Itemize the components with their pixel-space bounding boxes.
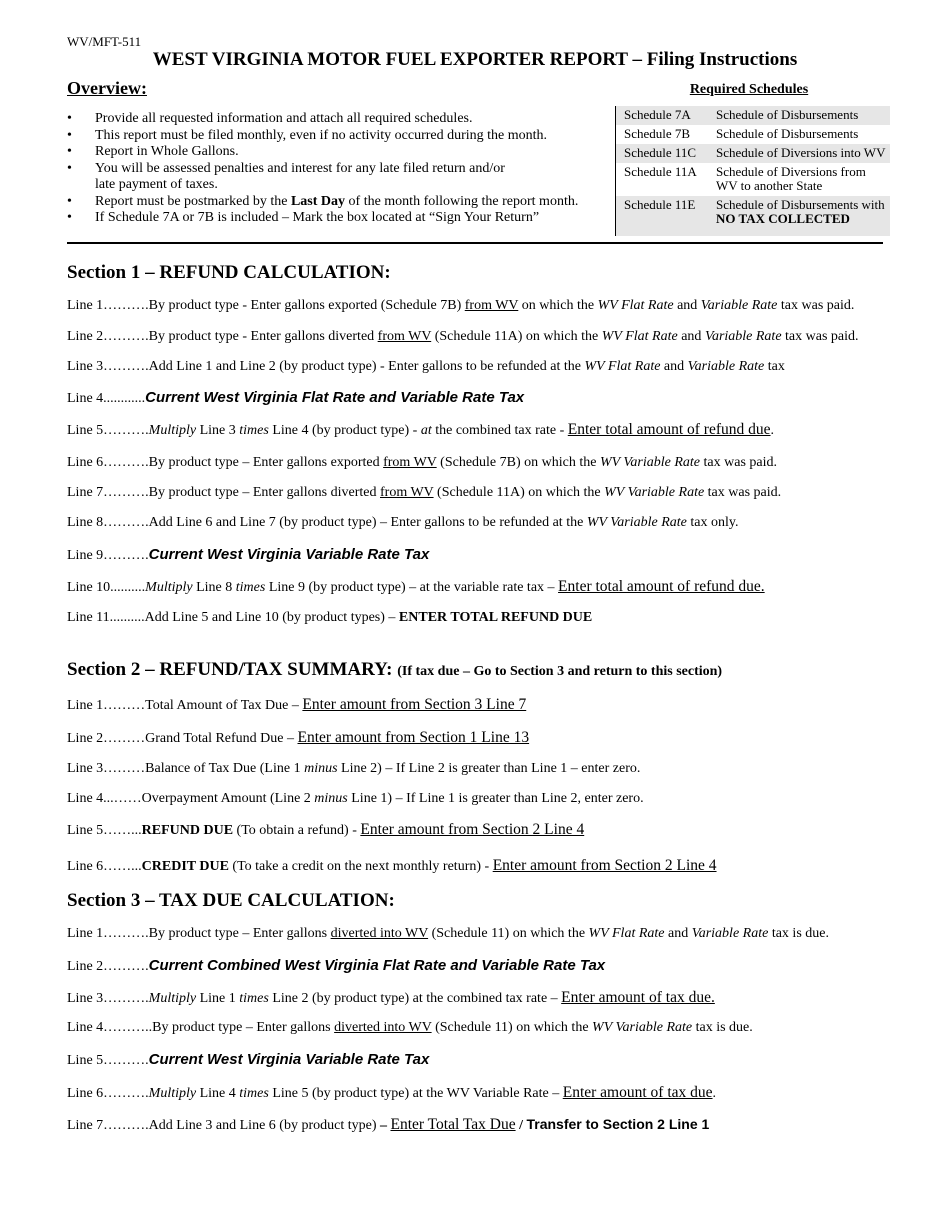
section-1-heading: Section 1 – REFUND CALCULATION: bbox=[67, 262, 391, 283]
schedule-code: Schedule 11C bbox=[624, 145, 697, 160]
s1-line-1: Line 1……….By product type - Enter gallons exported (Schedule 7B) from WV on which the WV Flat Rate and Variable Rate tax was paid. bbox=[67, 298, 855, 313]
overview-heading: Overview: bbox=[67, 78, 147, 98]
s2-line-5: Line 5……...REFUND DUE (To obtain a refund) - Enter amount from Section 2 Line 4 bbox=[67, 821, 585, 838]
required-schedules-table bbox=[615, 106, 890, 236]
schedule-code: Schedule 11E bbox=[624, 197, 696, 212]
s1-line-9: Line 9……….Current West Virginia Variable Rate Tax bbox=[67, 546, 430, 563]
schedule-desc-line: Schedule of Diversions from bbox=[716, 164, 866, 179]
s1-line-10: Line 10..........Multiply Line 8 times Line 9 (by product type) – at the variable rate tax – Enter total amount of refund due. bbox=[67, 578, 765, 595]
schedule-desc: Schedule of Disbursements bbox=[716, 126, 859, 141]
overview-bullet: • If Schedule 7A or 7B is included – Mark the box located at “Sign Your Return” bbox=[67, 210, 612, 227]
schedule-desc bbox=[716, 165, 890, 193]
schedule-row bbox=[616, 125, 890, 144]
bullet-text: Report must be postmarked by the bbox=[95, 193, 291, 209]
s2-line-6: Line 6……...CREDIT DUE (To take a credit on the next monthly return) - Enter amount from Section 2 Line 4 bbox=[67, 857, 717, 874]
s1-line-6: Line 6……….By product type – Enter gallons exported from WV (Schedule 7B) on which the WV Variable Rate tax was paid. bbox=[67, 455, 777, 470]
s2-line-4: Line 4...……Overpayment Amount (Line 2 minus Line 1) – If Line 1 is greater than Line 2, enter zero. bbox=[67, 791, 644, 806]
section-2-heading: Section 2 – REFUND/TAX SUMMARY: (If tax due – Go to Section 3 and return to this section) bbox=[67, 659, 723, 680]
s1-line-11: Line 11..........Add Line 5 and Line 10 (by product types) – ENTER TOTAL REFUND DUE bbox=[67, 610, 593, 625]
s3-line-1: Line 1……….By product type – Enter gallons diverted into WV (Schedule 11) on which the WV Flat Rate and Variable Rate tax is due. bbox=[67, 926, 829, 941]
s1-line-7: Line 7……….By product type – Enter gallons diverted from WV (Schedule 11A) on which the WV Variable Rate tax was paid. bbox=[67, 485, 782, 500]
section-3-heading: Section 3 – TAX DUE CALCULATION: bbox=[67, 890, 395, 911]
s1-line-4: Line 4............Current West Virginia Flat Rate and Variable Rate Tax bbox=[67, 389, 525, 406]
s1-line-5: Line 5……….Multiply Line 3 times Line 4 (by product type) - at the combined tax rate - Enter total amount of refund due. bbox=[67, 421, 775, 438]
schedule-row bbox=[616, 106, 890, 125]
s3-line-3: Line 3……….Multiply Line 1 times Line 2 (by product type) at the combined tax rate – Enter amount of tax due. bbox=[67, 989, 715, 1006]
s1-line-3: Line 3……….Add Line 1 and Line 2 (by product type) - Enter gallons to be refunded at the WV Flat Rate and Variable Rate tax bbox=[67, 359, 785, 374]
page-title: WEST VIRGINIA MOTOR FUEL EXPORTER REPORT – Filing Instructions bbox=[152, 49, 798, 70]
schedule-code: Schedule 11A bbox=[624, 164, 697, 179]
s3-line-5: Line 5……….Current West Virginia Variable Rate Tax bbox=[67, 1051, 430, 1068]
s1-line-8: Line 8……….Add Line 6 and Line 7 (by product type) – Enter gallons to be refunded at the WV Variable Rate tax only. bbox=[67, 515, 739, 530]
s2-line-3: Line 3………Balance of Tax Due (Line 1 minus Line 2) – If Line 2 is greater than Line 1 – enter zero. bbox=[67, 761, 641, 776]
overview-bullet: • Provide all requested information and attach all required schedules. bbox=[67, 111, 612, 128]
s2-line-2: Line 2………Grand Total Refund Due – Enter amount from Section 1 Line 13 bbox=[67, 729, 530, 746]
overview-list bbox=[67, 111, 612, 227]
bullet-text: late payment of taxes. bbox=[95, 177, 218, 192]
s3-line-6: Line 6……….Multiply Line 4 times Line 5 (by product type) at the WV Variable Rate – Enter amount of tax due. bbox=[67, 1084, 717, 1101]
schedule-row bbox=[616, 144, 890, 163]
s3-line-4: Line 4………..By product type – Enter gallons diverted into WV (Schedule 11) on which the WV Variable Rate tax is due. bbox=[67, 1020, 753, 1035]
bullet-text: of the month following the report month. bbox=[345, 193, 579, 209]
s3-line-2: Line 2……….Current Combined West Virginia Flat Rate and Variable Rate Tax bbox=[67, 957, 606, 974]
overview-bullet: • Report in Whole Gallons. bbox=[67, 144, 612, 161]
s1-line-2: Line 2……….By product type - Enter gallons diverted from WV (Schedule 11A) on which the WV Flat Rate and Variable Rate tax was paid. bbox=[67, 329, 859, 344]
bullet-bold-text: Last Day bbox=[290, 193, 346, 209]
schedule-desc: Schedule of Disbursements bbox=[716, 107, 859, 122]
overview-bullet bbox=[67, 161, 612, 194]
schedule-desc-line: Schedule of Disbursements with bbox=[716, 197, 885, 212]
schedule-code: Schedule 7B bbox=[624, 126, 691, 141]
schedule-desc bbox=[716, 198, 890, 226]
schedule-row bbox=[616, 196, 890, 236]
s2-line-1: Line 1………Total Amount of Tax Due – Enter amount from Section 3 Line 7 bbox=[67, 696, 527, 713]
schedule-code: Schedule 7A bbox=[624, 107, 691, 122]
required-schedules-heading: Required Schedules bbox=[689, 82, 809, 97]
schedule-desc-line: NO TAX COLLECTED bbox=[716, 211, 850, 226]
overview-bullet: • This report must be filed monthly, even if no activity occurred during the month. bbox=[67, 128, 612, 145]
bullet-text: You will be assessed penalties and interest for any late filed return and/or bbox=[95, 160, 505, 176]
form-id: WV/MFT-511 bbox=[67, 34, 142, 49]
s3-line-7: Line 7……….Add Line 3 and Line 6 (by product type) – Enter Total Tax Due / Transfer to Section 2 Line 1 bbox=[67, 1116, 710, 1133]
divider bbox=[67, 242, 883, 244]
overview-bullet bbox=[67, 194, 612, 211]
schedule-desc-line: WV to another State bbox=[716, 178, 823, 193]
schedule-desc: Schedule of Diversions into WV bbox=[716, 145, 886, 160]
schedule-row bbox=[616, 163, 890, 196]
